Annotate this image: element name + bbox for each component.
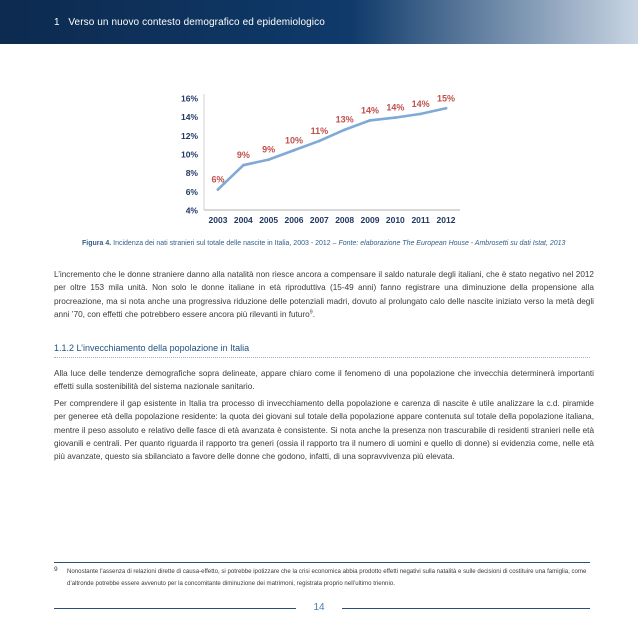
x-tick-label: 2007	[309, 215, 329, 225]
y-tick-label: 12%	[180, 130, 198, 141]
y-tick-label: 16%	[180, 93, 198, 104]
figure-caption	[82, 240, 602, 247]
data-label: 9%	[262, 144, 276, 155]
y-tick-label: 14%	[180, 112, 198, 123]
x-tick-label: 2008	[335, 215, 355, 225]
data-point	[369, 119, 372, 122]
data-point	[293, 149, 296, 152]
x-tick-label: 2012	[436, 215, 456, 225]
data-point	[318, 140, 321, 143]
footer-rule-right	[342, 608, 590, 609]
data-point	[267, 158, 270, 161]
data-point	[445, 107, 448, 110]
data-label: 11%	[310, 125, 329, 136]
paragraph-end: .	[312, 309, 315, 319]
data-point	[343, 128, 346, 131]
data-label: 9%	[236, 150, 250, 161]
paragraph-intro: Alla luce delle tendenze demografiche sopra delineate, appare chiaro come il fenomeno di una popolazione che invecchia determinerà importanti effetti sulla sostenibilità del sistema nazionale sanitario.	[54, 369, 594, 392]
line-chart	[168, 88, 468, 238]
data-label: 10%	[284, 135, 304, 146]
x-tick-label: 2006	[284, 215, 304, 225]
data-label: 14%	[360, 105, 380, 116]
x-tick-label: 2010	[385, 215, 405, 225]
data-point	[419, 112, 422, 115]
section-divider	[54, 357, 590, 358]
chapter-number: 1	[54, 17, 60, 28]
paragraph-natalita	[54, 268, 594, 321]
data-label: 14%	[386, 102, 405, 113]
y-tick-label: 8%	[185, 168, 198, 179]
x-tick-label: 2005	[259, 215, 279, 225]
data-label: 6%	[211, 174, 225, 185]
y-tick-label: 4%	[185, 205, 198, 216]
series-line	[218, 108, 446, 189]
chapter-heading	[54, 17, 325, 28]
data-point	[394, 116, 397, 119]
paragraph-text: L’incremento che le donne straniere danno alla natalità non riesce ancora a compensare il saldo naturale degli italiani, che è stato negativo nel 2012 per oltre 153 mila unità. Non solo le donne italiane in età riproduttiva (15-49 anni) fanno registrare una diminuzione della propensione alla procreazione, ma si nota anche una progressiva riduzione delle potenziali madri, dovuto al prolungato calo delle nascite iniziato verso la metà degli anni ’70, con effetti che potrebbero essere ancora più rilevanti in futuro	[54, 270, 594, 319]
x-tick-label: 2004	[233, 215, 253, 225]
chapter-title: Verso un nuovo contesto demografico ed epidemiologico	[68, 17, 325, 28]
footnote-number: 9	[54, 566, 58, 573]
data-label: 13%	[335, 114, 354, 125]
footnote-ref[interactable]: 9	[309, 309, 313, 316]
x-tick-label: 2011	[411, 215, 430, 225]
data-label: 15%	[436, 93, 456, 104]
footer-rule-left	[54, 608, 296, 609]
x-tick-label: 2009	[360, 215, 380, 225]
figure-chart	[168, 88, 468, 238]
footnote-divider	[54, 562, 590, 563]
x-tick-label: 2003	[208, 215, 228, 225]
y-tick-label: 6%	[185, 186, 198, 197]
paragraph-piramide: Per comprendere il gap esistente in Italia tra processo di invecchiamento della popolazione e carenza di nascite è utile analizzare la c.d. piramide per generee età della popolazione residente: la quota dei giovani sul totale della popolazione appare contenuta sul totale della popolazione italiana, mentre il peso assoluto e relativo delle fasce di età avanzata è consistente. Si nota anche la presenza non trascurabile di residenti stranieri nelle età giovanili e centrali. Per quanto riguarda il rapporto tra generi (ossia il rapporto tra il numero di uomini e quello di donne) si evidenzia come, nelle età più avanzate, questo sia sbilanciato a favore delle donne che godono, infatti, di una sopravvivenza più elevata.	[54, 399, 594, 462]
data-point	[242, 164, 245, 167]
page-header	[0, 0, 638, 44]
footnote-text: Nonostante l’assenza di relazioni dirette di causa-effetto, si potrebbe ipotizzare che la crisi economica abbia prodotto effetti negativi sulla natalità e sulle decisioni di costituire una famiglia, come d’altronde potrebbe essere avvenuto per la concomitante diminuzione dei matrimoni, registrata proprio nell’ultimo triennio.	[67, 568, 587, 587]
figure-source: Fonte: elaborazione The European House - Ambrosetti su dati Istat, 2013	[338, 240, 566, 247]
section-title: 1.1.2 L’invecchiamento della popolazione in Italia	[54, 343, 250, 353]
data-point	[217, 188, 220, 191]
data-label: 14%	[411, 98, 430, 109]
page-number: 14	[313, 602, 325, 613]
y-tick-label: 10%	[180, 149, 198, 160]
figure-label: Figura 4.	[82, 240, 112, 247]
figure-caption-text: Incidenza dei nati stranieri sul totale delle nascite in Italia, 2003 - 2012 –	[113, 240, 337, 247]
